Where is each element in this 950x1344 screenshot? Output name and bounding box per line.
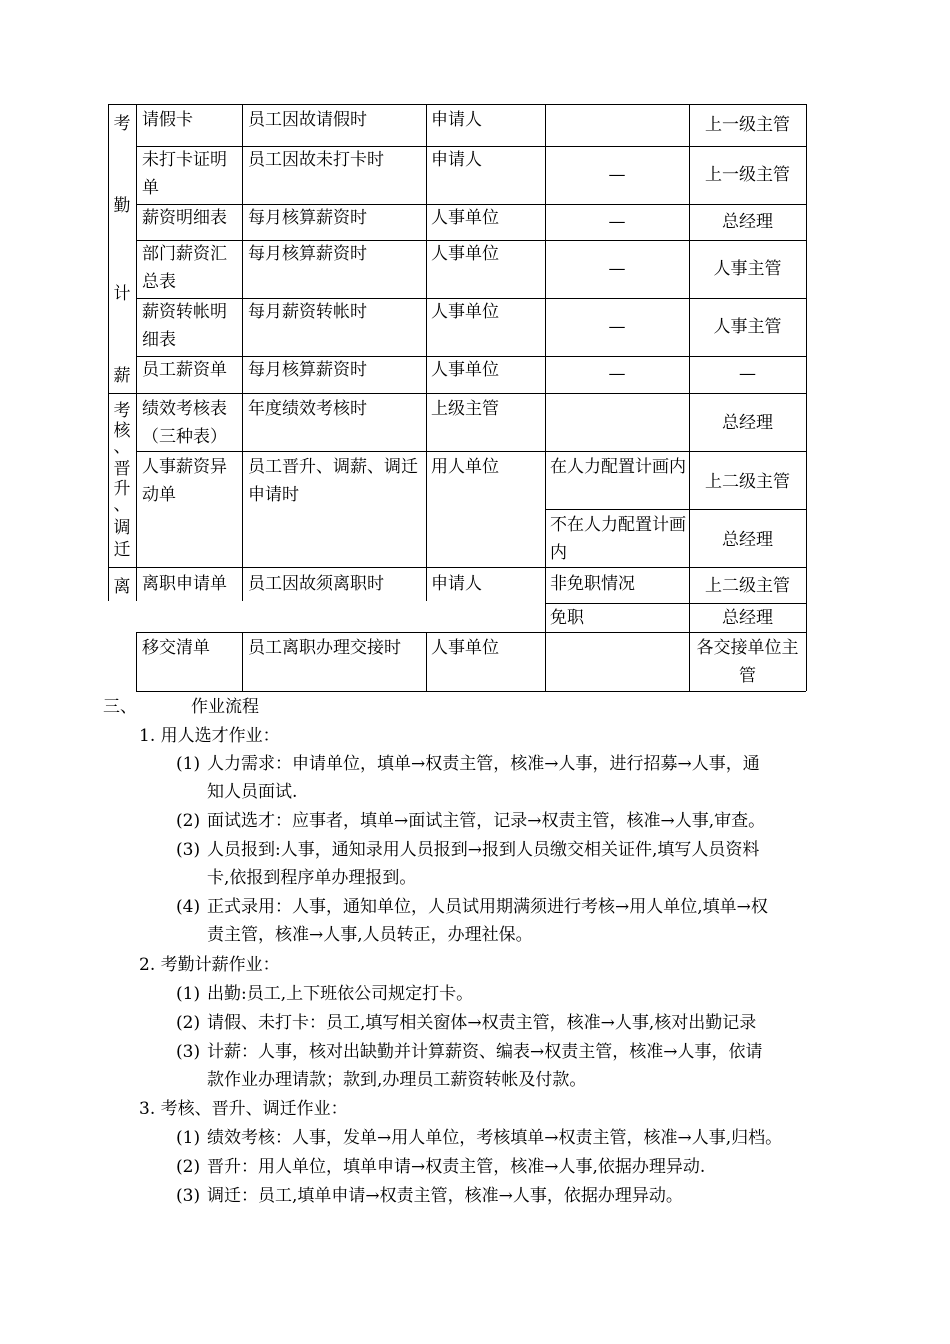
table-cell-form: 移交清单: [142, 638, 210, 658]
table-cell-approver: 总经理: [722, 212, 773, 232]
procedure-item-text: 责主管，核准→人事,人员转正，办理社保。: [207, 925, 533, 945]
procedure-item-text: 计薪：人事，核对出缺勤并计算薪资、编表→权责主管，核准→人事，依请: [207, 1042, 763, 1062]
table-cell-applicant: 申请人: [431, 574, 482, 594]
group-label-char: 薪: [113, 366, 131, 386]
table-cell-form: 绩效考核表（三种表）: [142, 399, 227, 447]
table-cell-form: 未打卡证明单: [142, 150, 227, 198]
table-cell-approver: 上一级主管: [705, 165, 790, 185]
table-cell-approver: 上二级主管: [705, 576, 790, 596]
table-cell-approver: 总经理: [722, 413, 773, 433]
table-cell-when: 员工离职办理交接时: [248, 638, 401, 658]
procedure-item-number: (2): [176, 1013, 201, 1033]
group-label-char: 考: [113, 401, 131, 421]
group-label-char: 、: [113, 437, 131, 457]
table-cell-applicant: 用人单位: [431, 457, 499, 477]
table-cell-approver: 总经理: [722, 530, 773, 550]
table-cell-applicant: 人事单位: [431, 360, 499, 380]
procedure-item-text: 晋升：用人单位，填单申请→权责主管，核准→人事,依据办理异动.: [207, 1157, 706, 1177]
table-cell-condition: 不在人力配置计画内: [550, 515, 686, 563]
table-cell-when: 员工晋升、调薪、调迁申请时: [248, 457, 418, 505]
table-cell-approver: 总经理: [722, 608, 773, 628]
table-cell-form: 请假卡: [142, 110, 193, 130]
table-cell-approver: —: [739, 364, 756, 384]
procedure-item-number: (3): [176, 1186, 201, 1206]
procedure-item-text: 绩效考核：人事，发单→用人单位，考核填单→权责主管，核准→人事,归档。: [207, 1128, 783, 1148]
table-cell-condition: 免职: [550, 608, 584, 628]
procedure-item-text: 人员报到:人事，通知录用人员报到→报到人员缴交相关证件,填写人员资料: [207, 840, 760, 860]
group-label-char: 晋: [113, 459, 131, 479]
procedure-item-number: (4): [176, 897, 201, 917]
procedure-item-text: 调迁：员工,填单申请→权责主管，核准→人事，依据办理异动。: [207, 1186, 683, 1206]
procedure-item-number: (3): [176, 840, 201, 860]
group-label-char: 计: [113, 284, 131, 304]
group-label-char: 考: [113, 114, 131, 134]
table-cell-applicant: 人事单位: [431, 208, 499, 228]
group-label-char: 、: [113, 495, 131, 515]
table-cell-form: 员工薪资单: [142, 360, 227, 380]
procedure-item-number: (3): [176, 1042, 201, 1062]
table-cell-approver: 人事主管: [713, 317, 782, 337]
table-cell-condition: —: [608, 317, 626, 337]
procedure-item-text: 请假、未打卡：员工,填写相关窗体→权责主管，核准→人事,核对出勤记录: [207, 1013, 757, 1033]
procedure-item-text: 款作业办理请款；款到,办理员工薪资转帐及付款。: [207, 1070, 587, 1090]
table-cell-applicant: 上级主管: [431, 399, 499, 419]
procedure-item-number: (1): [176, 754, 201, 774]
group-label-char: 升: [113, 479, 131, 499]
table-cell-when: 每月核算薪资时: [248, 360, 367, 380]
table-cell-condition: —: [608, 165, 626, 185]
table-cell-when: 每月核算薪资时: [248, 244, 367, 264]
table-cell-approver: 人事主管: [713, 259, 782, 279]
table-cell-form: 薪资转帐明细表: [142, 302, 227, 350]
table-cell-applicant: 申请人: [431, 110, 482, 130]
table-cell-applicant: 申请人: [431, 150, 482, 170]
procedure-item-text: 正式录用：人事，通知单位，人员试用期满须进行考核→用人单位,填单→权: [207, 897, 768, 917]
table-cell-applicant: 人事单位: [431, 302, 499, 322]
table-cell-approver: 上一级主管: [705, 115, 790, 135]
procedure-item-text: 出勤:员工,上下班依公司规定打卡。: [207, 984, 474, 1004]
group-label-char: 离: [113, 577, 131, 597]
table-cell-approver: 各交接单位主管: [696, 638, 799, 686]
procedure-item-text: 卡,依报到程序单办理报到。: [207, 868, 417, 888]
section-title: 作业流程: [191, 697, 259, 717]
table-cell-form: 人事薪资异动单: [142, 457, 227, 505]
procedure-item-number: (1): [176, 984, 201, 1004]
procedure-title: 1. 用人选才作业：: [139, 726, 280, 746]
table-cell-when: 员工因故须离职时: [248, 574, 384, 594]
procedure-title: 2. 考勤计薪作业：: [139, 955, 280, 975]
procedure-item-number: (1): [176, 1128, 201, 1148]
procedure-item-text: 面试选才：应事者，填单→面试主管，记录→权责主管，核准→人事,审查。: [207, 811, 766, 831]
procedure-item-number: (2): [176, 811, 201, 831]
group-label-char: 迁: [113, 540, 131, 560]
table-cell-when: 员工因故请假时: [248, 110, 367, 130]
table-cell-form: 离职申请单: [142, 574, 227, 594]
table-cell-condition: —: [608, 212, 626, 232]
table-cell-approver: 上二级主管: [705, 472, 790, 492]
table-cell-applicant: 人事单位: [431, 638, 499, 658]
procedure-title: 3. 考核、晋升、调迁作业：: [139, 1099, 348, 1119]
table-cell-condition: 在人力配置计画内: [550, 457, 686, 477]
group-label-char: 勤: [113, 196, 131, 216]
table-cell-when: 年度绩效考核时: [248, 399, 367, 419]
procedure-item-text: 人力需求：申请单位，填单→权责主管，核准→人事，进行招募→人事，通: [207, 754, 760, 774]
section-number: 三、: [103, 697, 137, 717]
table-cell-condition: —: [608, 364, 626, 384]
table-cell-condition: —: [608, 259, 626, 279]
table-cell-when: 员工因故未打卡时: [248, 150, 384, 170]
group-label-char: 调: [113, 518, 131, 538]
procedure-item-text: 知人员面试.: [207, 782, 298, 802]
procedure-item-number: (2): [176, 1157, 201, 1177]
group-label-char: 核: [113, 421, 131, 441]
table-cell-applicant: 人事单位: [431, 244, 499, 264]
table-cell-form: 薪资明细表: [142, 208, 227, 228]
table-cell-form: 部门薪资汇总表: [142, 244, 227, 292]
table-cell-when: 每月薪资转帐时: [248, 302, 367, 322]
table-cell-when: 每月核算薪资时: [248, 208, 367, 228]
table-cell-condition: 非免职情况: [550, 574, 635, 594]
